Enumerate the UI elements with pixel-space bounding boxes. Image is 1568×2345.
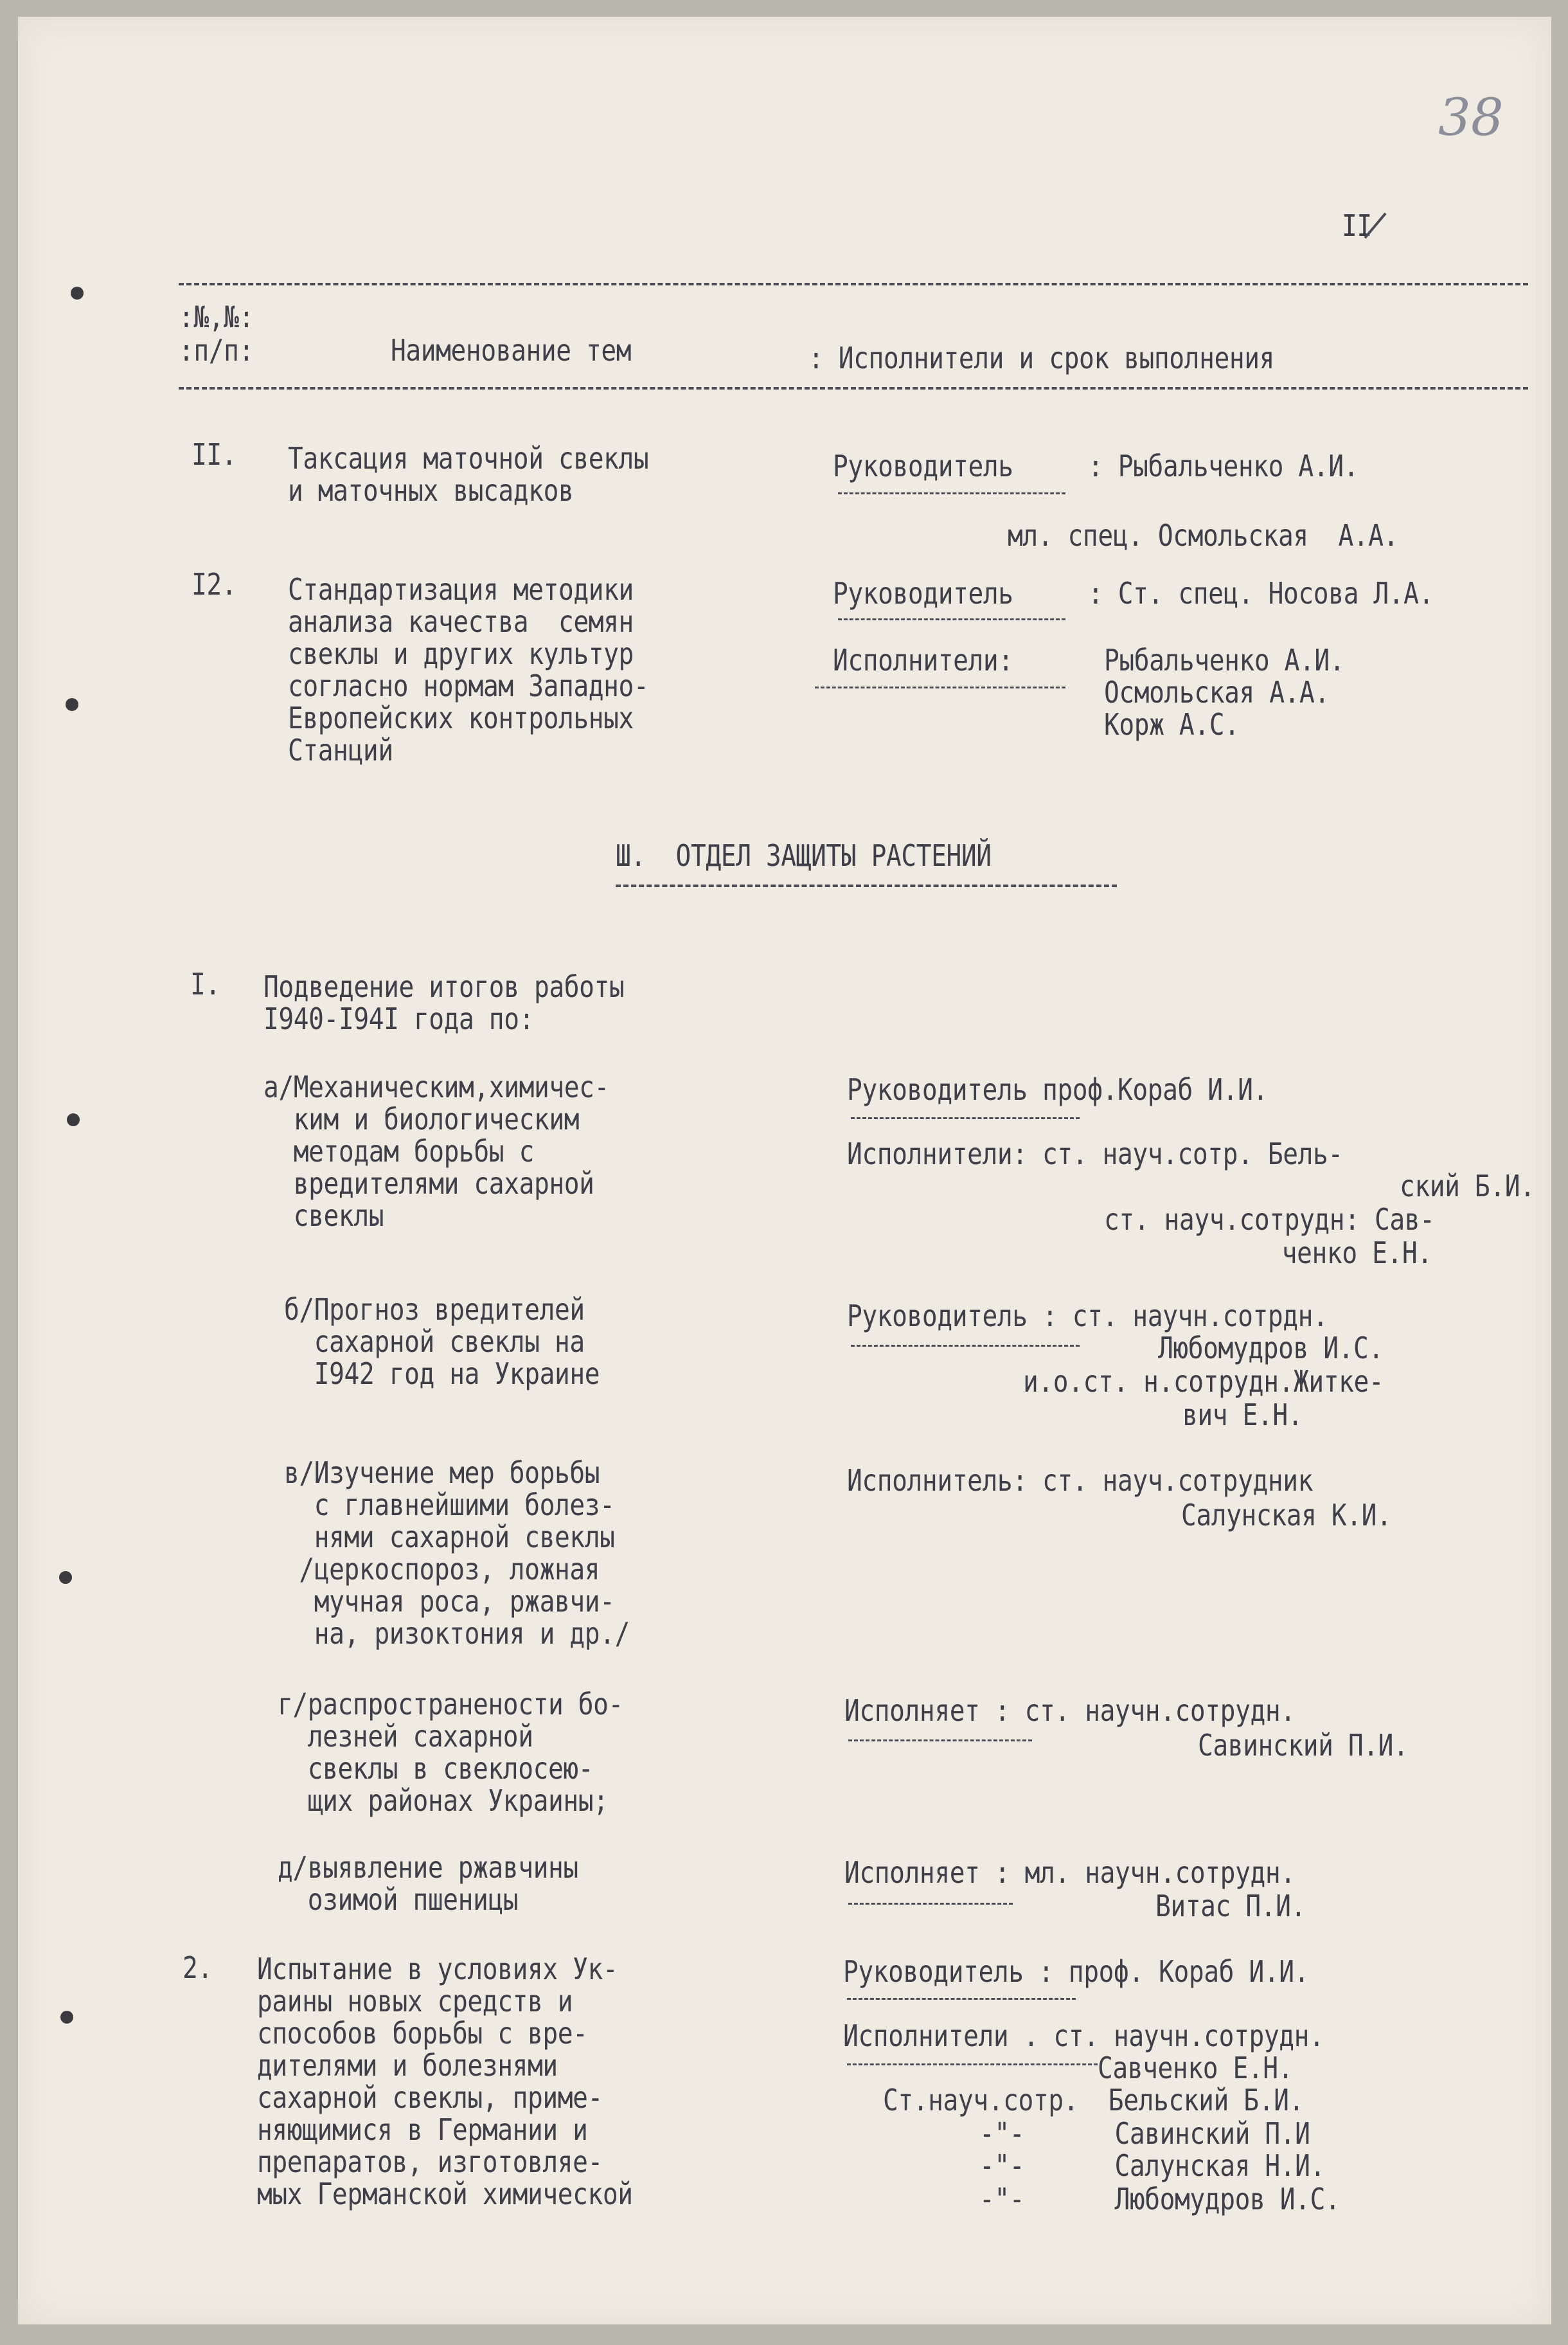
- item-2-number: 2.: [183, 1950, 213, 1985]
- section-heading: Ш. ОТДЕЛ ЗАЩИТЫ РАСТЕНИЙ: [616, 838, 992, 873]
- sub-a-executor-line: ст. науч.сотрудн: Сав-: [1104, 1202, 1435, 1237]
- sub-a-topic-line: методам борьбы с: [263, 1134, 534, 1169]
- item-2-topic-line: раины новых средств и: [257, 1984, 573, 2018]
- item-12-executor: Рыбальченко А.И.: [1104, 643, 1345, 678]
- sub-a-role1: Руководитель проф.Кораб И.И.: [847, 1072, 1268, 1107]
- item-12-executor: Корж А.С.: [1104, 707, 1240, 742]
- document-page: [18, 17, 1551, 2324]
- item-2-role1: Руководитель : проф. Кораб И.И.: [843, 1954, 1310, 1989]
- sub-a-role2: Исполнители: ст. науч.сотр. Бель-: [847, 1137, 1343, 1171]
- sub-b-role1: Руководитель : ст. научн.сотрдн.: [847, 1298, 1328, 1333]
- item-12-role2: Исполнители:: [833, 643, 1013, 678]
- binding-hole: [67, 1113, 80, 1126]
- role-underline: [838, 618, 1065, 620]
- binding-hole: [59, 1571, 72, 1584]
- item-12-topic-line: Станций: [288, 733, 393, 768]
- sub-v-topic-line: мучная роса, ржавчи-: [284, 1584, 615, 1619]
- item-2-executor-line: Ст.науч.сотр. Бельский Б.И.: [883, 2083, 1304, 2117]
- sub-b-executor-line: Любомудров И.С.: [1158, 1331, 1384, 1365]
- item-2-executor-line: -"- Любомудров И.С.: [979, 2182, 1341, 2216]
- item-2-topic-line: няющимися в Германии и: [257, 2112, 588, 2147]
- sub-v-topic-line: на, ризоктония и др./: [284, 1616, 630, 1651]
- role-underline: [847, 1998, 1076, 2000]
- role-underline: [847, 2063, 1098, 2065]
- sub-a-topic-line: ким и биологическим: [263, 1102, 580, 1137]
- item-12-topic-line: согласно нормам Западно-: [288, 669, 649, 703]
- binding-hole: [66, 698, 78, 711]
- typed-page-number: II: [1342, 208, 1372, 243]
- role-underline: [851, 1117, 1080, 1119]
- role-underline: [848, 1903, 1013, 1905]
- item-2-executor-line: Савченко Е.Н.: [1098, 2051, 1294, 2085]
- sub-b-executor-line: вич Е.Н.: [1182, 1397, 1303, 1432]
- sub-a-executor-line: ченко Е.Н.: [1252, 1235, 1432, 1270]
- sub-b-executor-line: и.о.ст. н.сотрудн.Житке-: [1023, 1364, 1384, 1399]
- item-1-title-line: I940-I94I года по:: [263, 1002, 534, 1036]
- sub-b-topic-line: I942 год на Украине: [284, 1356, 600, 1391]
- item-1-title-line: Подведение итогов работы: [263, 969, 625, 1004]
- item-2-role2: Исполнители . ст. научн.сотрудн.: [843, 2018, 1324, 2053]
- item-12-number: I2.: [192, 567, 237, 602]
- item-12-topic-line: свеклы и других культур: [288, 636, 634, 671]
- item-11-topic-line: и маточных высадков: [288, 473, 574, 508]
- item-12-role1: Руководитель: [833, 576, 1013, 611]
- sub-g-topic-line: г/распространености бо-: [278, 1687, 623, 1721]
- handwritten-page-number: 38: [1438, 87, 1504, 147]
- item-2-executor-line: -"- Савинский П.И: [979, 2116, 1310, 2151]
- sub-b-topic-line: сахарной свеклы на: [284, 1324, 585, 1359]
- sub-a-topic-line: свеклы: [263, 1198, 384, 1233]
- sub-v-executor-line: Салунская К.И.: [1181, 1498, 1392, 1532]
- binding-hole: [71, 287, 84, 300]
- sub-a-executor-line: ский Б.И.: [1400, 1169, 1535, 1203]
- sub-v-topic-line: нями сахарной свеклы: [284, 1520, 615, 1554]
- sub-b-topic-line: б/Прогноз вредителей: [284, 1292, 585, 1327]
- sub-g-topic-line: щих районах Украины;: [278, 1783, 609, 1818]
- item-1-number: I.: [190, 967, 220, 1002]
- sub-d-executor-line: Витас П.И.: [1155, 1889, 1306, 1923]
- sub-a-topic-line: а/Механическим,химичес-: [263, 1070, 609, 1104]
- sub-v-role1: Исполнитель: ст. науч.сотрудник: [847, 1463, 1314, 1498]
- item-2-topic-line: препаратов, изготовляе-: [257, 2144, 603, 2179]
- item-11-topic-line: Таксация маточной свеклы: [288, 441, 649, 476]
- item-2-topic-line: мых Германской химической: [257, 2177, 633, 2211]
- sub-v-topic-line: /церкоспороз, ложная: [284, 1552, 600, 1586]
- item-2-topic-line: сахарной свеклы, приме-: [257, 2080, 603, 2115]
- role-underline: [815, 687, 1065, 688]
- item-11-number: II.: [192, 437, 237, 472]
- item-11-role-value: : Рыбальченко А.И.: [1088, 449, 1359, 483]
- item-12-role1-value: : Ст. спец. Носова Л.А.: [1088, 576, 1434, 611]
- role-underline: [848, 1739, 1032, 1741]
- item-12-topic-line: Стандартизация методики: [288, 572, 634, 607]
- item-12-topic-line: Европейских контрольных: [288, 701, 634, 735]
- header-num-line2: :п/п:: [179, 333, 254, 368]
- sub-g-topic-line: свеклы в свеклосею-: [278, 1751, 594, 1786]
- item-2-topic-line: дителями и болезнями: [257, 2048, 558, 2083]
- sub-v-topic-line: с главнейшими болез-: [284, 1487, 615, 1522]
- sub-v-topic-line: в/Изучение мер борьбы: [284, 1455, 600, 1490]
- item-2-topic-line: способов борьбы с вре-: [257, 2016, 588, 2051]
- header-topic: Наименование тем: [391, 333, 632, 368]
- sub-g-executor-line: Савинский П.И.: [1198, 1728, 1409, 1763]
- sub-d-topic-line: д/выявление ржавчины: [278, 1850, 578, 1885]
- sub-g-role1: Исполняет : ст. научн.сотрудн.: [844, 1693, 1296, 1728]
- item-2-topic-line: Испытание в условиях Ук-: [257, 1952, 618, 1986]
- sub-g-topic-line: лезней сахарной: [278, 1719, 533, 1754]
- role-underline: [851, 1345, 1080, 1347]
- header-top-rule: [179, 283, 1528, 285]
- item-11-role: Руководитель: [833, 449, 1013, 483]
- item-12-topic-line: анализа качества семян: [288, 604, 634, 639]
- sub-a-topic-line: вредителями сахарной: [263, 1166, 594, 1201]
- header-bottom-rule: [179, 387, 1528, 390]
- header-executors: : Исполнители и срок выполнения: [808, 341, 1275, 375]
- role-underline: [838, 492, 1065, 494]
- binding-hole: [60, 2011, 73, 2024]
- sub-d-topic-line: озимой пшеницы: [278, 1882, 519, 1917]
- item-2-executor-line: -"- Салунская Н.И.: [979, 2148, 1325, 2183]
- item-11-extra-executor: мл. спец. Осмольская А.А.: [1008, 518, 1399, 553]
- header-num-line1: :№,№:: [179, 300, 254, 334]
- section-heading-underline: [616, 885, 1117, 887]
- sub-d-role1: Исполняет : мл. научн.сотрудн.: [844, 1855, 1296, 1890]
- item-12-executor: Осмольская А.А.: [1104, 675, 1330, 710]
